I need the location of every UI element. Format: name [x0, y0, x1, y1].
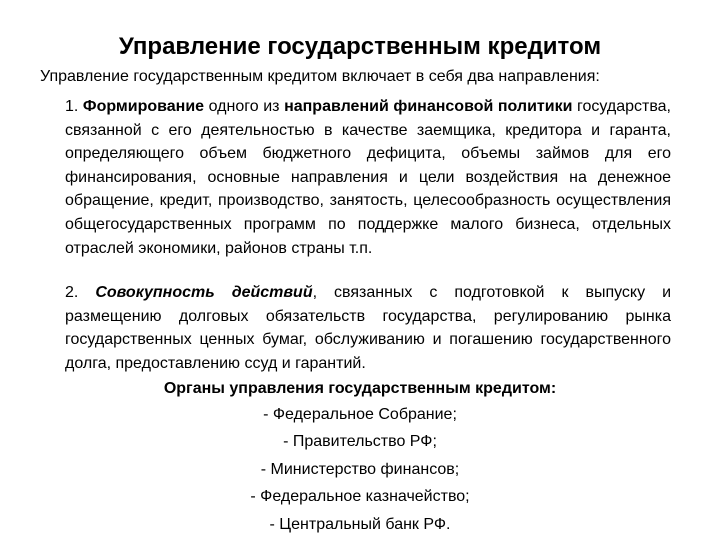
point-2-number: 2. — [65, 284, 79, 301]
point-2-term: Совокупность действий — [95, 284, 313, 301]
slide-title: Управление государственным кредитом — [118, 33, 602, 60]
list-item: - Министерство финансов; — [260, 460, 460, 478]
list-item: - Федеральное казначейство; — [250, 488, 470, 506]
point-1-term2: направлений финансовой политики — [284, 98, 573, 115]
point-1-mid: одного из — [204, 98, 285, 115]
bodies-title: Органы управления государственным кредитом: — [163, 380, 557, 397]
point-1-text: государства, связанной с его деятельностью в качестве заемщика, кредитора и гаранта, определяющего объем бюджетного дефицита, объемы займов для его финансирования, основные направления и цели воздействия на денежное обращение, кредит, производство, занятость, целесообразность осуществления общегосударственных программ по поддержке малого бизнеса, отдельных отраслей экономики, районов страны т.п. — [65, 98, 672, 257]
bodies-list — [0, 404, 720, 541]
point-1-term: Формирование — [82, 98, 205, 115]
list-item: - Федеральное Собрание; — [263, 406, 457, 423]
point-2 — [65, 281, 671, 375]
list-item: - Центральный банк РФ. — [269, 515, 451, 533]
list-item: - Правительство РФ; — [283, 433, 437, 451]
point-1-number: 1. — [65, 98, 79, 115]
intro-text: Управление государственным кредитом включает в себя два направления: — [40, 68, 600, 85]
point-1 — [65, 95, 671, 260]
point-2-text: , связанных с подготовкой к выпуску и размещению долговых обязательств государства, регулированию рынка государственных ценных бумаг, обслуживанию и погашению государственного долга, предоставлению ссуд и гарантий. — [65, 284, 672, 372]
